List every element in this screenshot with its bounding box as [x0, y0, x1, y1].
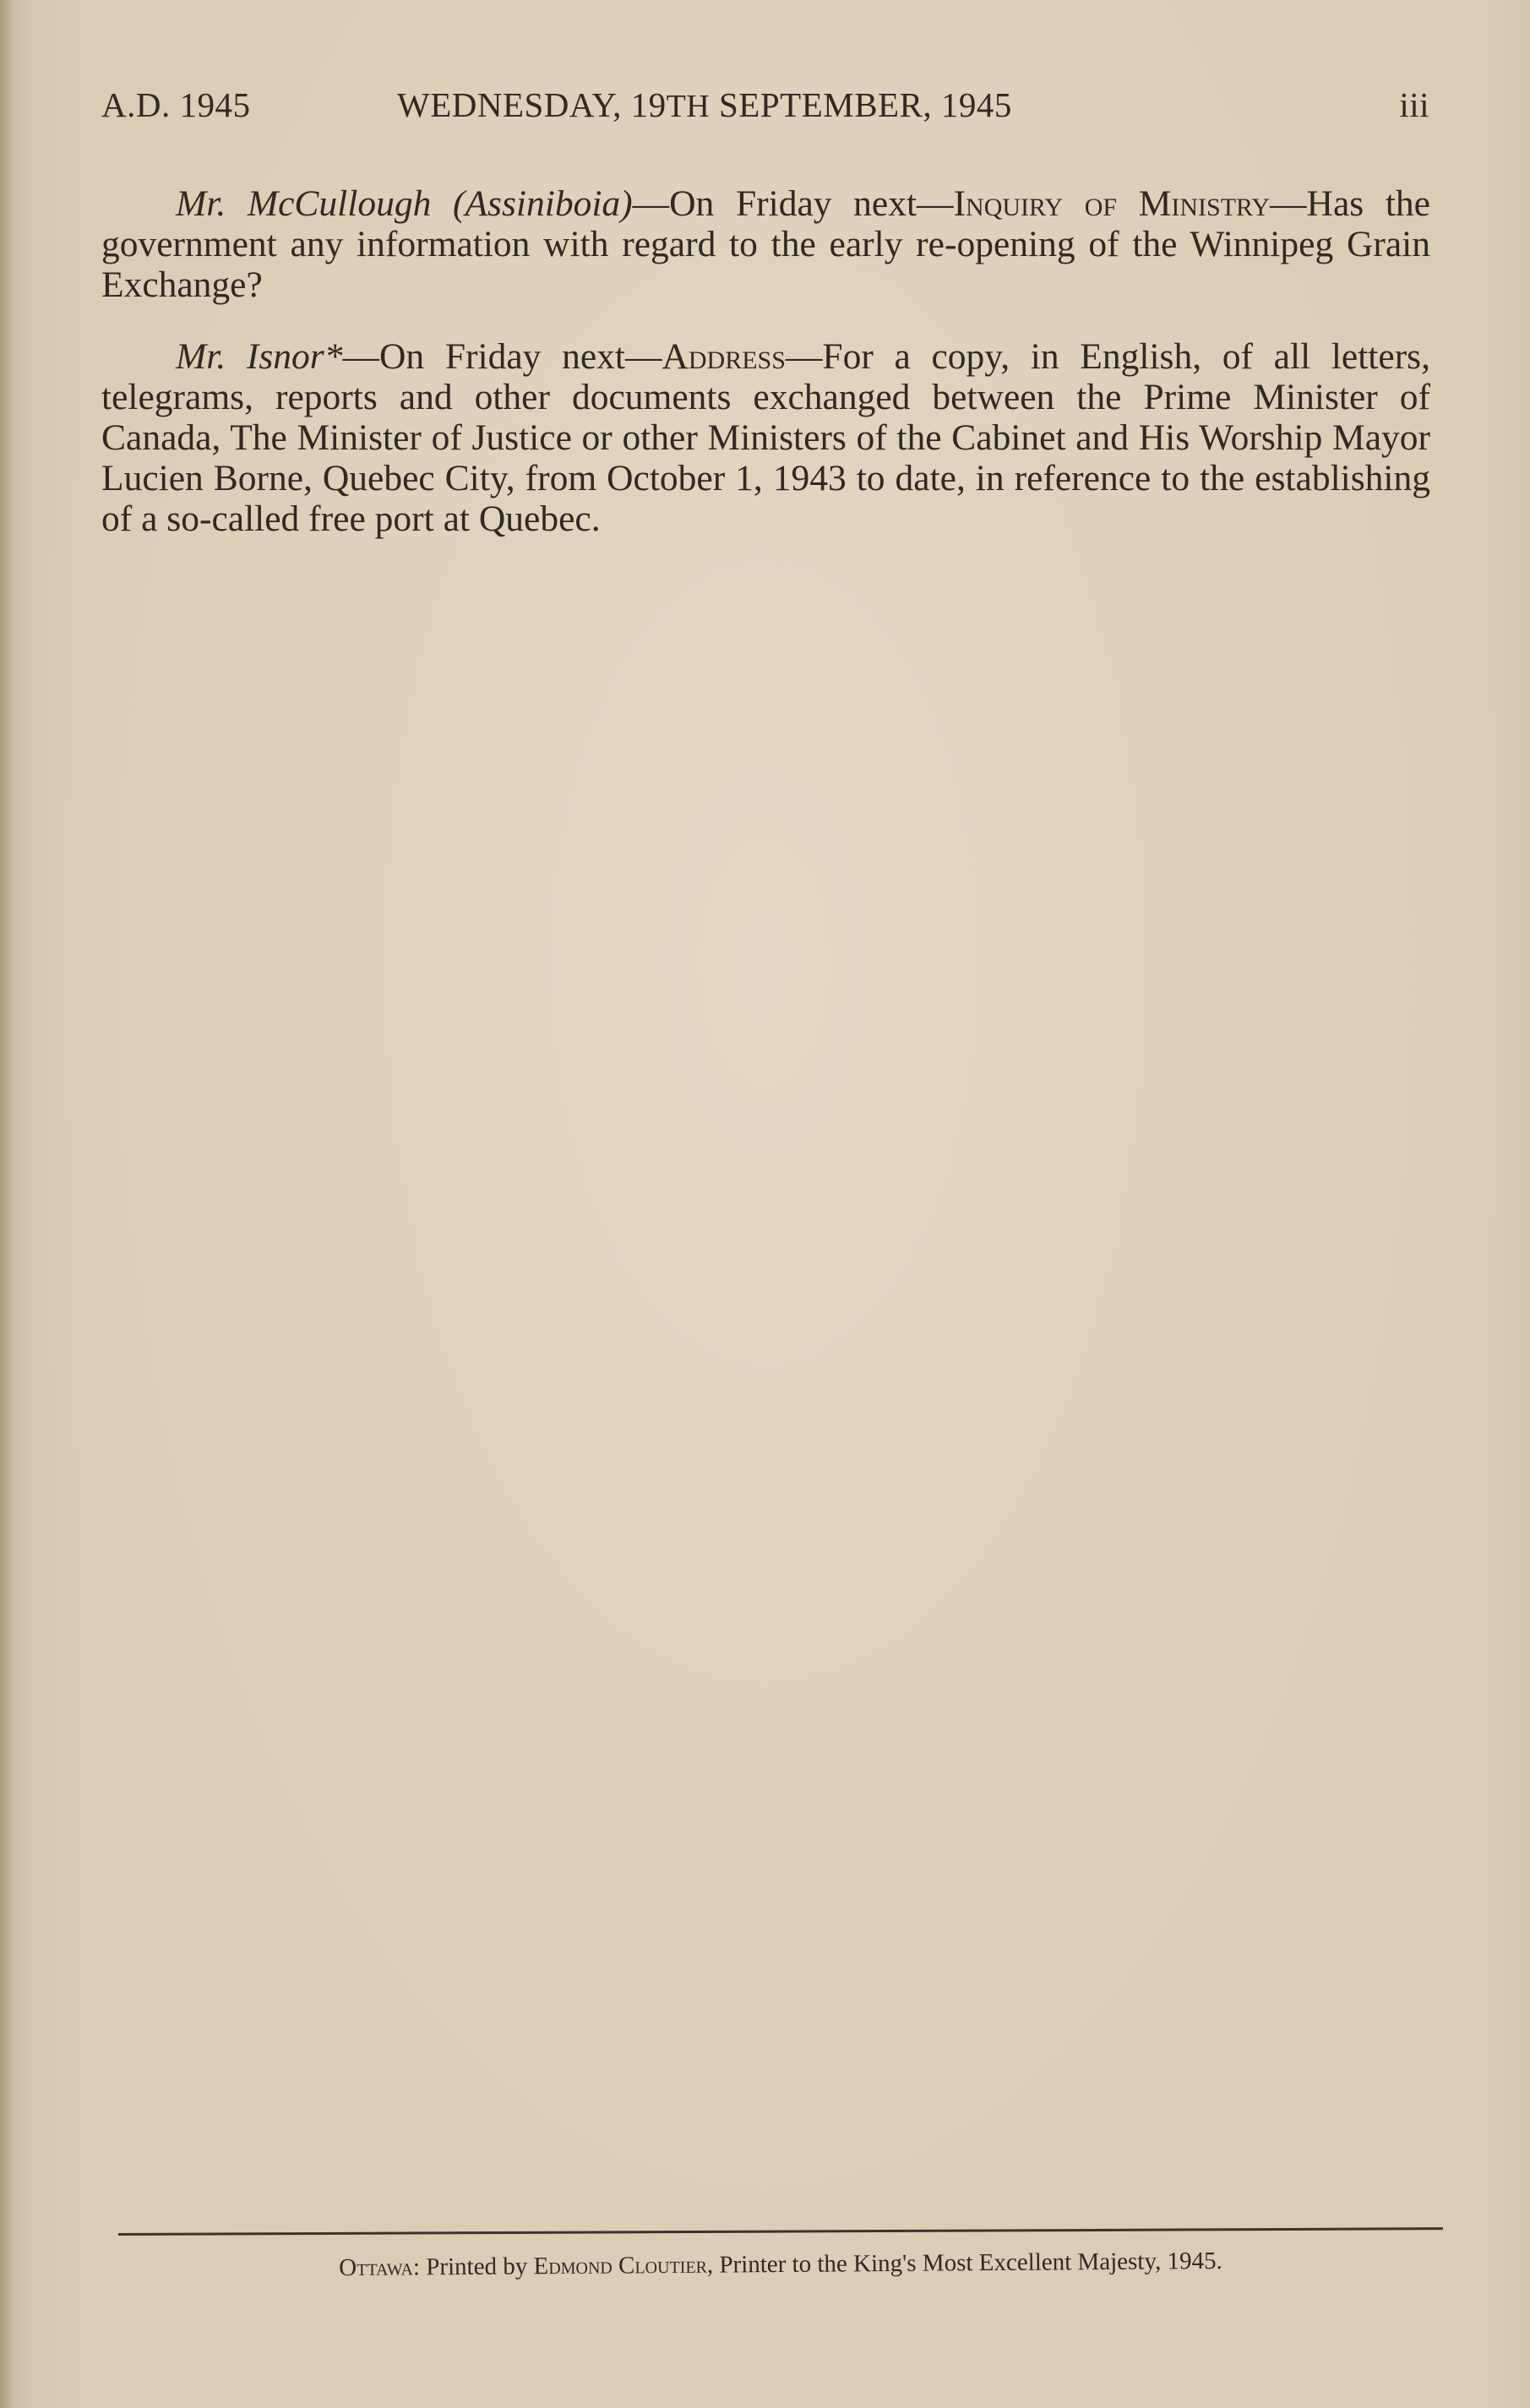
entry-lead: —On Friday next—: [632, 183, 954, 224]
footer-rule: [118, 2227, 1443, 2236]
notice-entry: [101, 336, 1430, 539]
entry-text: —For a copy, in English, of all letters, telegrams, reports and other documents exchanged between the Prime Minister of Canada, The Minister of Justice or other Ministers of the Cabinet and His Worship Mayor Lucien Borne, Quebec City, from October 1, 1943 to date, in reference to the establishing of a so-called free port at Quebec.: [101, 336, 1430, 539]
printer-imprint: [118, 2246, 1443, 2284]
header-ordinal: TH: [666, 89, 711, 124]
imprint-printed-by: : Printed by: [412, 2253, 534, 2281]
header-page-number: iii: [1399, 85, 1429, 124]
header-year: A.D. 1945: [101, 85, 251, 124]
imprint-printer: Edmond Cloutier: [533, 2251, 708, 2280]
header-month-year: SEPTEMBER, 1945: [710, 85, 1012, 124]
entry-type: Inquiry of Ministry: [953, 183, 1271, 224]
notice-entry: [101, 183, 1430, 305]
imprint-city: Ottawa: [339, 2253, 414, 2282]
entry-type: Address: [662, 336, 786, 377]
header-weekday: WEDNESDAY, 19: [397, 85, 667, 124]
page-header: [101, 84, 1429, 135]
entry-lead: —On Friday next—: [342, 336, 662, 377]
entry-member: Mr. McCullough (Assiniboia): [176, 183, 633, 224]
imprint-rest: , Printer to the King's Most Excellent Majesty, 1945.: [706, 2247, 1222, 2279]
header-date: [397, 84, 1012, 125]
entry-member: Mr. Isnor*: [176, 336, 343, 377]
page-spine-shadow: [0, 0, 12, 2408]
entry-text: —Has the government any information with regard to the early re-opening of the Winnipeg Grain Exchange?: [101, 183, 1430, 305]
